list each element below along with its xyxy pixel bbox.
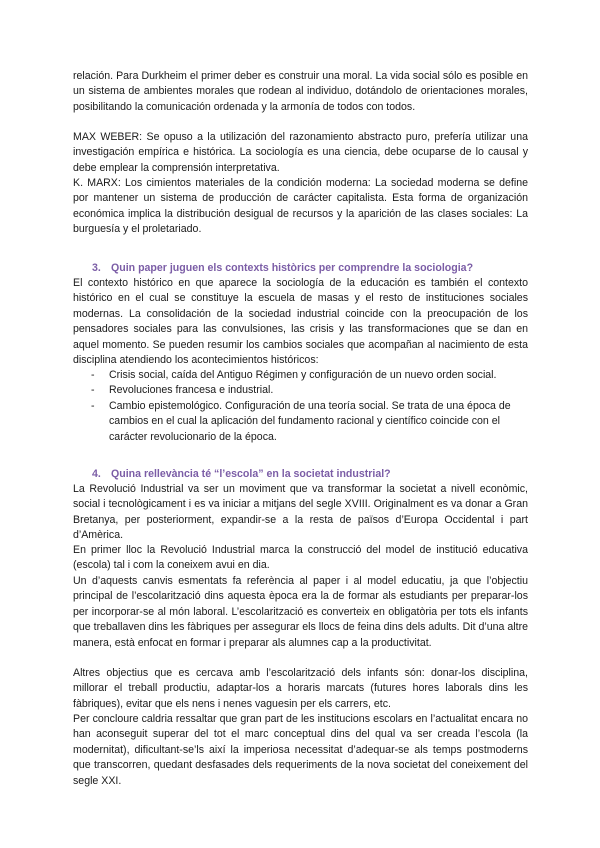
- section-heading-3: [92, 261, 473, 276]
- section-title: Quina rellevància té “l’escola” en la societat industrial?: [111, 468, 391, 480]
- section-title: Quin paper juguen els contexts històrics per comprendre la sociologia?: [111, 262, 474, 274]
- bullet-list: [73, 368, 528, 445]
- list-item: - Cambio epistemológico. Configuración de una teoría social. Se trata de una época de cambios en el cual la aplicación del fundamento racional y científico coincide con el carácter revolucionario de la época.: [73, 399, 528, 445]
- section-heading-4: [92, 467, 391, 482]
- section-number: 3.: [92, 262, 101, 274]
- list-item: - Revoluciones francesa e industrial.: [73, 383, 528, 398]
- paragraph-primer-lloc: En primer lloc la Revolució Industrial marca la construcció del model de institució educativa (escola) tal i com la coneixem avui en dia.: [73, 544, 528, 572]
- paragraph-durkheim: relación. Para Durkheim el primer deber es construir una moral. La vida social sólo es posible en un sistema de ambientes morales que rodean al individuo, dotándolo de orientaciones morales, posibilitando la comunicación ordenada y la armonía de todos con todos.: [73, 70, 528, 113]
- section-number: 4.: [92, 468, 101, 480]
- paragraph-weber: MAX WEBER: Se opuso a la utilización del razonamiento abstracto puro, prefería utilizar una investigación empírica e histórica. La sociología es una ciencia, debe ocuparse de lo causal y debe emplear la comprensión interpretativa.: [73, 131, 528, 174]
- list-item: - Crisis social, caída del Antiguo Régimen y configuración de un nuevo orden social.: [73, 368, 528, 383]
- paragraph-marx: K. MARX: Los cimientos materiales de la condición moderna: La sociedad moderna se define por mantener un sistema de producción de carácter capitalista. Esta forma de organización económica implica la distribución desigual de recursos y la aparición de las clases sociales: La burguesía y el proletariado.: [73, 177, 528, 236]
- paragraph-context: El contexto histórico en que aparece la sociología de la educación es también el contexto histórico en el cual se constituye la escuela de masas y el resto de instituciones sociales modernas. La consolidación de la sociedad industrial coincide con la preocupación de los pensadores sociales para las convulsiones, las crisis y las transformaciones que se dan en aquel momento. Se pueden resumir los cambios sociales que acompañan al nacimiento de esta disciplina atendiendo los acontecimientos históricos:: [73, 277, 528, 367]
- paragraph-objectius: Altres objectius que es cercava amb l’escolarització dels infants són: donar-los disciplina, millorar el treball productiu, adaptar-los a horaris marcats (futures hores laborals dins les fàbriques), evitar que els nens i nenes vaguesin per els carrers, etc.: [73, 667, 528, 710]
- paragraph-conclusio: Per concloure caldria ressaltar que gran part de les institucions escolars en l’actualitat encara no han aconseguit superar del tot el marc conceptual dins del qual va ser creada l’escola (la modernitat), dificultant-se’ls així la imperiosa necessitat d’adequar-se als temps postmoderns que transcorren, quedant desfasades dels requeriments de la nova societat del coneixement del segle XXI.: [73, 713, 528, 787]
- paragraph-canvis: Un d’aquests canvis esmentats fa referència al paper i al model educatiu, ja que l’objectiu principal de l’escolarització dins aquesta època era la de formar als estudiants per preparar-los per incorporar-se al món laboral. L’escolarització es converteix en obligatòria per tots els infants que treballaven dins les fàbriques per assegurar els llocs de feina dins dels adults. Dit d’una altre manera, està enfocat en formar i preparar als alumnes cap a la productivitat.: [73, 575, 528, 649]
- paragraph-revolucio: La Revolució Industrial va ser un moviment que va transformar la societat a nivell econòmic, social i tecnològicament i es va iniciar a mitjans del segle XVIII. Originalment es va donar a Gran Bretanya, per posteriorment, expandir-se a la resta de països d’Europa Occidental i part d’Amèrica.: [73, 483, 528, 542]
